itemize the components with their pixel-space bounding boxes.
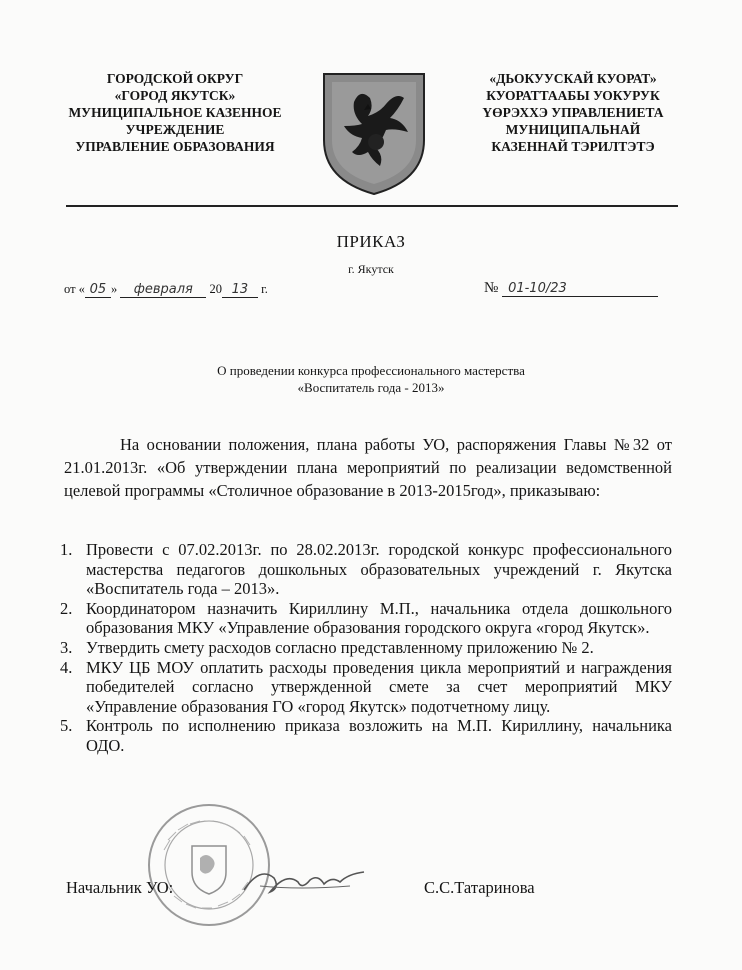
item-number: 2. xyxy=(60,598,73,618)
date-day: 05 xyxy=(85,282,111,298)
org-line: УПРАВЛЕНИЕ ОБРАЗОВАНИЯ xyxy=(75,139,275,154)
date-mid: » xyxy=(110,282,118,296)
org-line: ҮӨРЭХХЭ УПРАВЛЕНИЕТА xyxy=(482,105,664,120)
item-text: Утвердить смету расходов согласно представленному приложению № 2. xyxy=(86,637,594,657)
item-text: Контроль по исполнению приказа возложить на М.П. Кириллину, начальника ОДО. xyxy=(86,716,672,755)
list-item xyxy=(60,637,672,658)
number-value: 01-10/23 xyxy=(502,281,658,297)
document-number xyxy=(484,280,658,297)
item-text: МКУ ЦБ МОУ оплатить расходы проведения цикла мероприятий и награждения победителей согласно утвержденной смете за счет мероприятий МКУ «Управление образования ГО «город Якутск» подотчетному лицу. xyxy=(86,657,672,716)
item-number: 1. xyxy=(60,540,73,559)
document-title: ПРИКАЗ xyxy=(336,232,406,251)
order-items-list xyxy=(60,540,672,756)
date-year: 13 xyxy=(222,282,258,298)
subject-line: О проведении конкурса профессионального мастерства xyxy=(217,363,525,378)
preamble-paragraph: На основании положения, плана работы УО, распоряжения Главы №32 от 21.01.2013г. «Об утверждении плана мероприятий по реализации ведомственной целевой программы «Столичное образование в 2013-2015год», приказываю: xyxy=(64,435,672,500)
org-line: «ГОРОД ЯКУТСК» xyxy=(114,88,236,103)
document-date xyxy=(64,282,268,298)
org-line: ГОРОДСКОЙ ОКРУГ xyxy=(106,71,244,86)
org-name-yakut xyxy=(428,70,718,155)
list-item xyxy=(60,657,672,717)
date-month: февраля xyxy=(120,282,206,298)
item-number: 3. xyxy=(60,637,73,657)
document-subject xyxy=(0,362,742,396)
org-line: КУОРАТТААБЫ УОКУРУК xyxy=(486,88,660,103)
header-divider xyxy=(66,205,678,207)
document-city: г. Якутск xyxy=(348,262,394,276)
item-number: 5. xyxy=(60,716,73,736)
org-line: МУНИЦИПАЛЬНАЙ xyxy=(505,122,641,137)
list-item xyxy=(60,540,672,599)
org-name-russian xyxy=(30,70,320,155)
handwritten-signature xyxy=(240,860,370,904)
item-text: Провести с 07.02.2013г. по 28.02.2013г. городской конкурс профессионального мастерства педагогов дошкольных образовательных учреждений г. Якутска «Воспитатель года – 2013». xyxy=(86,540,672,599)
signer-title: Начальник УО: xyxy=(66,878,174,897)
date-year-prefix: 20 xyxy=(209,282,222,296)
item-number: 4. xyxy=(60,657,73,677)
org-line: УЧРЕЖДЕНИЕ xyxy=(125,122,225,137)
list-item xyxy=(60,716,672,755)
number-prefix: № xyxy=(484,280,499,296)
list-item xyxy=(60,598,672,638)
subject-line: «Воспитатель года - 2013» xyxy=(297,380,445,395)
item-text: Координатором назначить Кириллину М.П., начальника отдела дошкольного образования МКУ «Управление образования городского округа «город Якутск». xyxy=(86,598,672,638)
date-prefix: от « xyxy=(64,282,85,296)
org-line: МУНИЦИПАЛЬНОЕ КАЗЕННОЕ xyxy=(68,105,282,120)
org-line: «ДЬОКУУСКАЙ КУОРАТ» xyxy=(489,71,657,86)
date-suffix: г. xyxy=(261,282,268,296)
coat-of-arms-emblem xyxy=(318,68,430,198)
signer-name: С.С.Татаринова xyxy=(424,878,535,897)
org-line: КАЗЕННАЙ ТЭРИЛТЭТЭ xyxy=(491,139,655,154)
